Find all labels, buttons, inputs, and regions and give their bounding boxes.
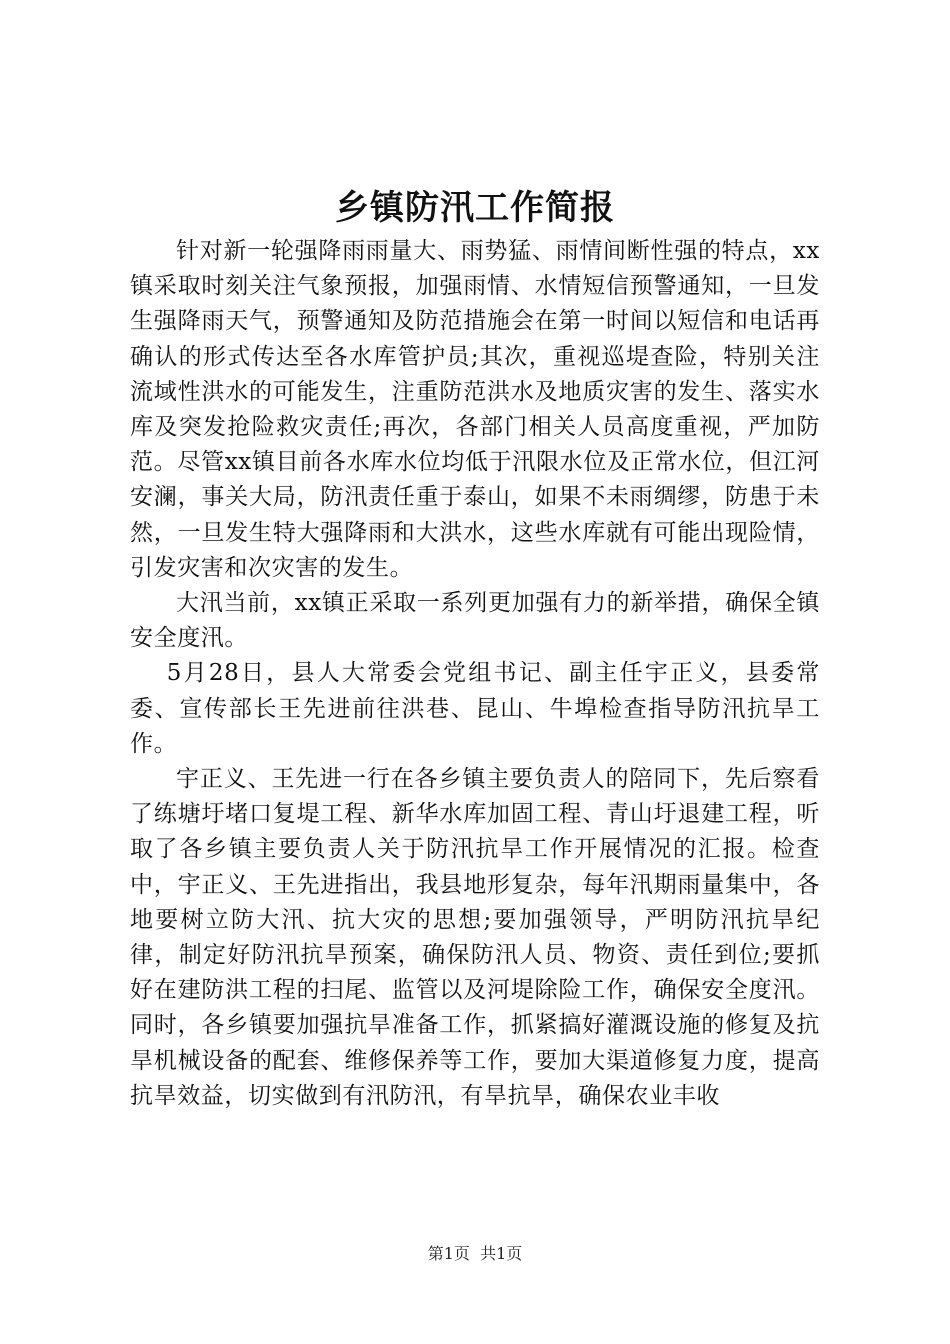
paragraph: 大汛当前，xx镇正采取一系列更加强有力的新举措，确保全镇安全度汛。: [130, 590, 820, 652]
page-footer: 第1页 共1页: [427, 1244, 523, 1263]
paragraph: 宇正义、王先进一行在各乡镇主要负责人的陪同下，先后察看了练塘圩堵口复堤工程、新华水库加固工程、青山圩退建工程，听取了各乡镇主要负责人关于防汛抗旱工作开展情况的汇报。检查中，宇正义、王先进指出，我县地形复杂，每年汛期雨量集中，各地要树立防大汛、抗大灾的思想;要加强领导，严明防汛抗旱纪律，制定好防汛抗旱预案，确保防汛人员、物资、责任到位;要抓好在建防洪工程的扫尾、监管以及河堤除险工作，确保安全度汛。同时，各乡镇要加强抗旱准备工作，抓紧搞好灌溉设施的修复及抗旱机械设备的配套、维修保养等工作，要加大渠道修复力度，提高抗旱效益，切实做到有汛防汛，有旱抗旱，确保农业丰收: [130, 766, 820, 1109]
document-body: [130, 234, 820, 1114]
document-title: 乡镇防汛工作简报: [335, 188, 615, 228]
paragraph: 5月28日，县人大常委会党组书记、副主任宇正义，县委常委、宣传部长王先进前往洪巷、昆山、牛埠检查指导防汛抗旱工作。: [130, 660, 820, 757]
paragraph: 针对新一轮强降雨雨量大、雨势猛、雨情间断性强的特点，xx镇采取时刻关注气象预报，加强雨情、水情短信预警通知，一旦发生强降雨天气，预警通知及防范措施会在第一时间以短信和电话再确认的形式传达至各水库管护员;其次，重视巡堤查险，特别关注流域性洪水的可能发生，注重防范洪水及地质灾害的发生、落实水库及突发抢险救灾责任;再次，各部门相关人员高度重视，严加防范。尽管xx镇目前各水库水位均低于汛限水位及正常水位，但江河安澜，事关大局，防汛责任重于泰山，如果不未雨绸缪，防患于未然，一旦发生特大强降雨和大洪水，这些水库就有可能出现险情，引发灾害和次灾害的发生。: [130, 238, 820, 581]
